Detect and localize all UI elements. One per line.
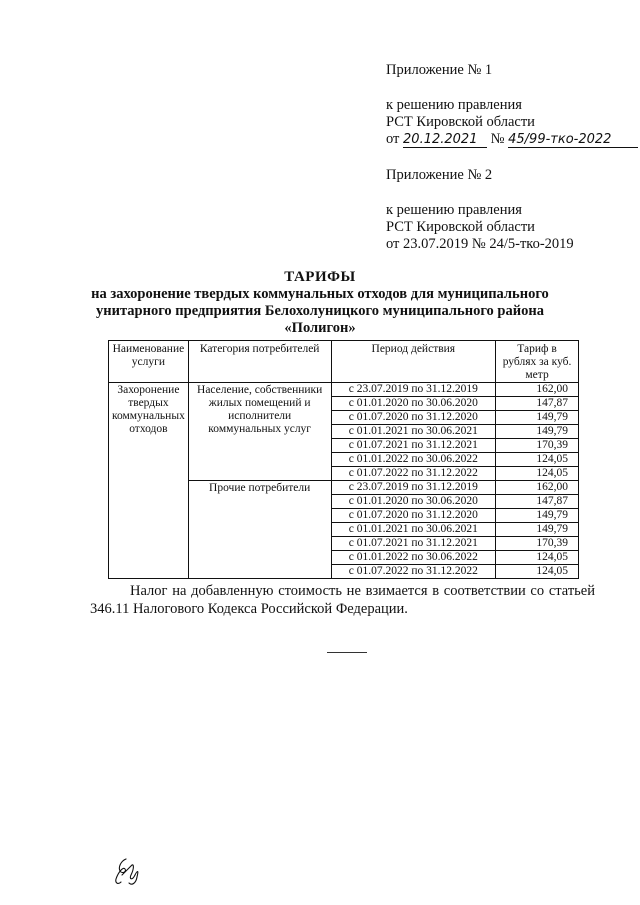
annex-1-title: Приложение № 1: [386, 62, 493, 78]
category-cell: Прочие потребители: [188, 481, 331, 579]
document-heading: [0, 268, 640, 337]
period-cell: с 01.01.2022 по 30.06.2022: [331, 551, 496, 565]
tariff-cell: 149,79: [496, 425, 579, 439]
tariff-cell: 124,05: [496, 565, 579, 579]
separator-line: [327, 652, 367, 653]
tariff-cell: 147,87: [496, 495, 579, 509]
period-cell: с 01.07.2021 по 31.12.2021: [331, 439, 496, 453]
tariff-cell: 124,05: [496, 551, 579, 565]
category-cell: Население, собственники жилых помещений и исполнители коммунальных услуг: [188, 383, 331, 481]
service-cell: Захоронение твердых коммунальных отходов: [109, 383, 189, 579]
period-cell: с 01.07.2022 по 31.12.2022: [331, 565, 496, 579]
annex-1-decision: [386, 131, 638, 148]
period-cell: с 01.01.2021 по 30.06.2021: [331, 425, 496, 439]
heading-line-2: унитарного предприятия Белохолуницкого муниципального района: [96, 303, 544, 319]
tariff-cell: 162,00: [496, 481, 579, 495]
handwritten-date: 20.12.2021: [403, 133, 487, 148]
period-cell: с 01.07.2021 по 31.12.2021: [331, 537, 496, 551]
tariff-cell: 147,87: [496, 397, 579, 411]
tariff-cell: 124,05: [496, 453, 579, 467]
period-cell: с 01.07.2020 по 31.12.2020: [331, 411, 496, 425]
header-service: Наименование услуги: [109, 341, 189, 383]
annex-1-line-1: к решению правления: [386, 97, 522, 113]
table-header-row: [109, 341, 579, 383]
annex-1-line-2: РСТ Кировской области: [386, 114, 535, 130]
period-cell: с 23.07.2019 по 31.12.2019: [331, 383, 496, 397]
tariff-cell: 149,79: [496, 509, 579, 523]
period-cell: с 01.01.2021 по 30.06.2021: [331, 523, 496, 537]
tariff-cell: 162,00: [496, 383, 579, 397]
header-category: Категория потребителей: [188, 341, 331, 383]
period-cell: с 01.01.2020 по 30.06.2020: [331, 397, 496, 411]
annex-2-line-1: к решению правления: [386, 202, 522, 218]
annex-2-line-2: РСТ Кировской области: [386, 219, 535, 235]
period-cell: с 01.07.2022 по 31.12.2022: [331, 467, 496, 481]
annex-2-reference: [386, 202, 574, 253]
annex-1-reference: [386, 97, 638, 148]
tariff-table: [108, 340, 579, 579]
heading-line-3: «Полигон»: [284, 320, 356, 336]
period-cell: с 23.07.2019 по 31.12.2019: [331, 481, 496, 495]
number-label: №: [490, 131, 505, 147]
heading-line-1: на захоронение твердых коммунальных отходов для муниципального: [91, 286, 549, 302]
handwritten-number: 45/99-тко-2022: [508, 133, 638, 148]
tariff-cell: 170,39: [496, 537, 579, 551]
header-tariff: Тариф в рублях за куб. метр: [496, 341, 579, 383]
annex-2-line-3: от 23.07.2019 № 24/5-тко-2019: [386, 236, 574, 252]
vat-note: Налог на добавленную стоимость не взимается в соответствии со статьей 346.11 Налогового Кодекса Российской Федерации.: [90, 583, 595, 617]
table-row: [109, 383, 579, 397]
signature-initials: [112, 855, 144, 889]
tariff-cell: 149,79: [496, 523, 579, 537]
period-cell: с 01.01.2022 по 30.06.2022: [331, 453, 496, 467]
period-cell: с 01.07.2020 по 31.12.2020: [331, 509, 496, 523]
tariff-cell: 149,79: [496, 411, 579, 425]
tariff-cell: 170,39: [496, 439, 579, 453]
annex-2-title: Приложение № 2: [386, 167, 493, 183]
heading-title: ТАРИФЫ: [284, 269, 356, 285]
tariff-cell: 124,05: [496, 467, 579, 481]
from-label: от: [386, 131, 400, 147]
period-cell: с 01.01.2020 по 30.06.2020: [331, 495, 496, 509]
header-period: Период действия: [331, 341, 496, 383]
